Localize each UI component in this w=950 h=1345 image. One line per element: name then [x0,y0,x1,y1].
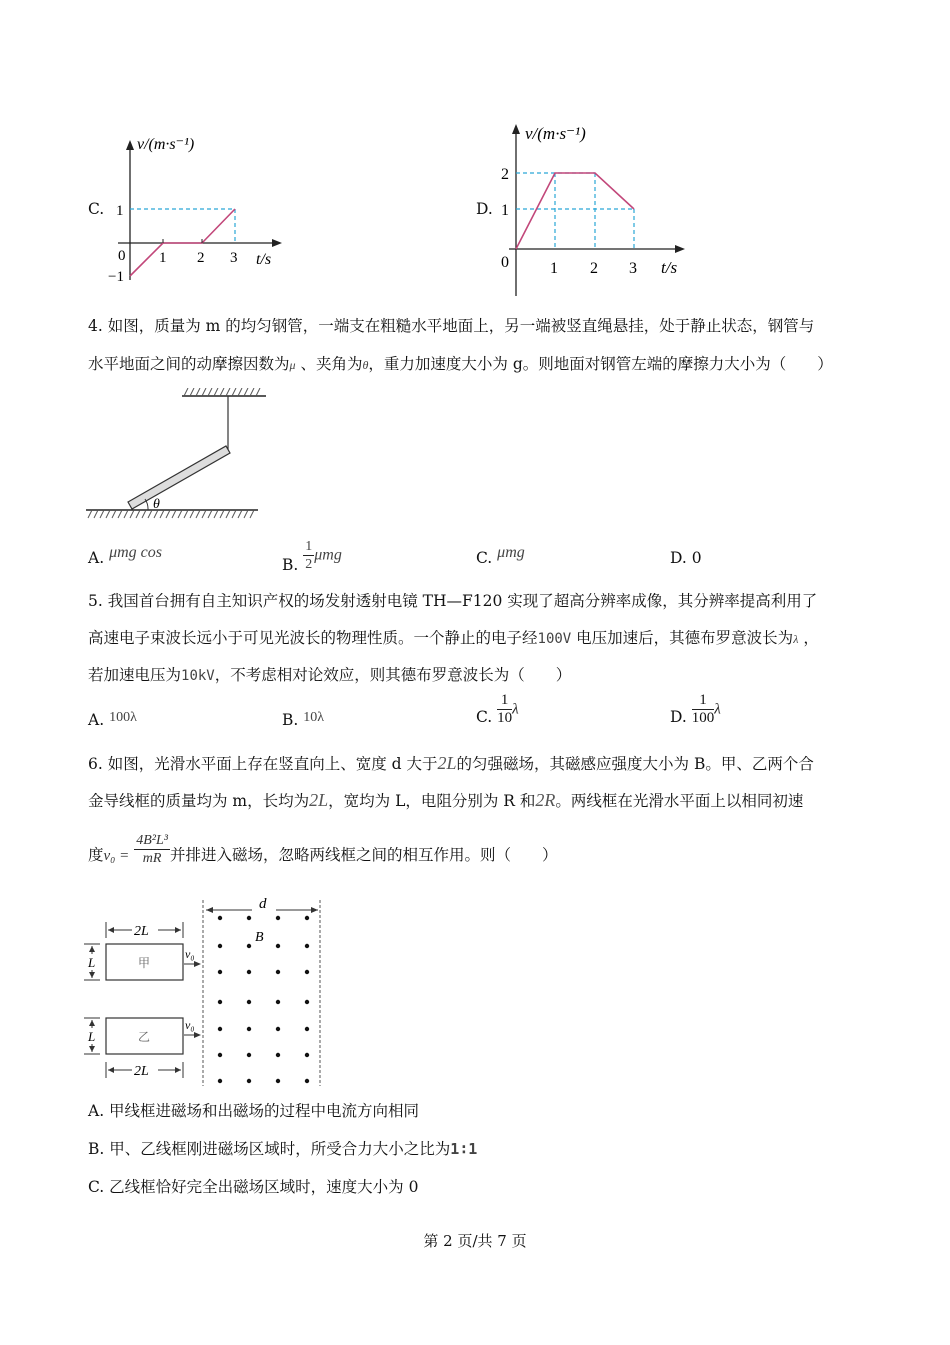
q4-option-d: D. 0 [670,549,702,567]
graph-option-d [495,118,695,300]
q5-option-c: C. $\frac{1}{10}$ λ [476,692,519,726]
d-xtick-1: 1 [550,260,558,277]
q5-line-3: 若加速电压为10kV，不考虑相对论效应，则其德布罗意波长为（ ） [88,666,572,684]
d-xtick-2: 2 [590,260,598,277]
d-xlabel: t/s [661,258,678,277]
q6-line-1: 6. 如图，光滑水平面上存在竖直向上、宽度 d 大于2L的匀强磁场，其磁感应强度大小为 B。甲、乙两个合 [88,753,814,773]
c-ytick-1: 1 [116,203,124,219]
c-xtick-3: 3 [230,250,238,266]
fig-box-jia: 甲 [138,956,151,970]
d-xtick-3: 3 [629,260,637,277]
q5-option-b: B. 10λ [282,710,325,729]
d-ytick-1: 1 [501,202,509,219]
c-xtick-1: 1 [159,250,167,266]
q5-line-2: 高速电子束波长远小于可见光波长的物理性质。一个静止的电子经100V 电压加速后，其德布罗意波长为λ ， [88,629,819,647]
c-origin: 0 [118,248,126,264]
fig-bottom-2l: 2L [134,1064,149,1079]
d-ytick-2: 2 [501,166,509,183]
c-xlabel: t/s [256,251,272,268]
q4-line-1: 4. 如图，质量为 m 的均匀钢管，一端支在粗糙水平地面上，另一端被竖直绳悬挂，处于静止状态，钢管与 [88,317,815,335]
fig-side-l-top: L [88,955,96,970]
fig-v0-top: v₀ [185,947,195,961]
c-xtick-2: 2 [197,250,205,266]
c-ylabel: v/(m·s⁻¹) [137,136,195,153]
q4-option-a: A. μmg cos [88,544,162,567]
option-c-label: C. [88,200,105,218]
d-origin: 0 [501,254,509,271]
fig-side-l-bottom: L [88,1029,96,1044]
option-d-label: D. [476,200,493,218]
q4-option-b: B. $\frac{1}{2}$ μmg [282,539,342,574]
q6-line-3: 度v₀ = $\frac{\text{4B²L³}}{mR}$ 并排进入磁场，忽略两线框之间的相互作用。则（ ） [88,833,558,866]
q6-option-b: B. 甲、乙线框刚进磁场区域时，所受合力大小之比为1∶1 [88,1140,478,1158]
q5-option-d: D. $\frac{1}{100}$ λ [670,692,721,726]
fig-top-2l: 2L [134,924,149,939]
q4-theta-label: θ [153,497,160,512]
page-footer: 第 2 页/共 7 页 [423,1232,527,1250]
fig-box-yi: 乙 [138,1030,151,1044]
d-ylabel: v/(m·s⁻¹) [525,124,586,143]
q4-steel-pipe-figure [86,388,266,520]
fig-b-label: B [255,930,264,945]
q6-option-c: C. 乙线框恰好完全出磁场区域时，速度大小为 0 [88,1178,419,1196]
q5-option-a: A. 100λ [88,710,137,729]
q4-option-c: C. μmg [476,544,525,567]
graph-option-c [100,128,290,298]
q5-line-1: 5. 我国首台拥有自主知识产权的场发射透射电镜 TH—F120 实现了超高分辨率成像，其分辨率提高利用了 [88,592,818,610]
q4-line-2: 水平地面之间的动摩擦因数为μ 、夹角为θ，重力加速度大小为 g。则地面对钢管左端的摩擦力大小为（ ） [88,355,833,373]
fig-d-label: d [259,896,267,912]
c-ytick-neg1: −1 [108,269,124,285]
q6-option-a: A. 甲线框进磁场和出磁场的过程中电流方向相同 [88,1102,420,1120]
fig-v0-bottom: v₀ [185,1018,195,1032]
q6-line-2: 金导线框的质量均为 m，长均为2L，宽均为 L，电阻分别为 R 和2R。两线框在光滑水平面上以相同初速 [88,790,804,810]
q6-magnetic-field-figure [80,892,330,1090]
